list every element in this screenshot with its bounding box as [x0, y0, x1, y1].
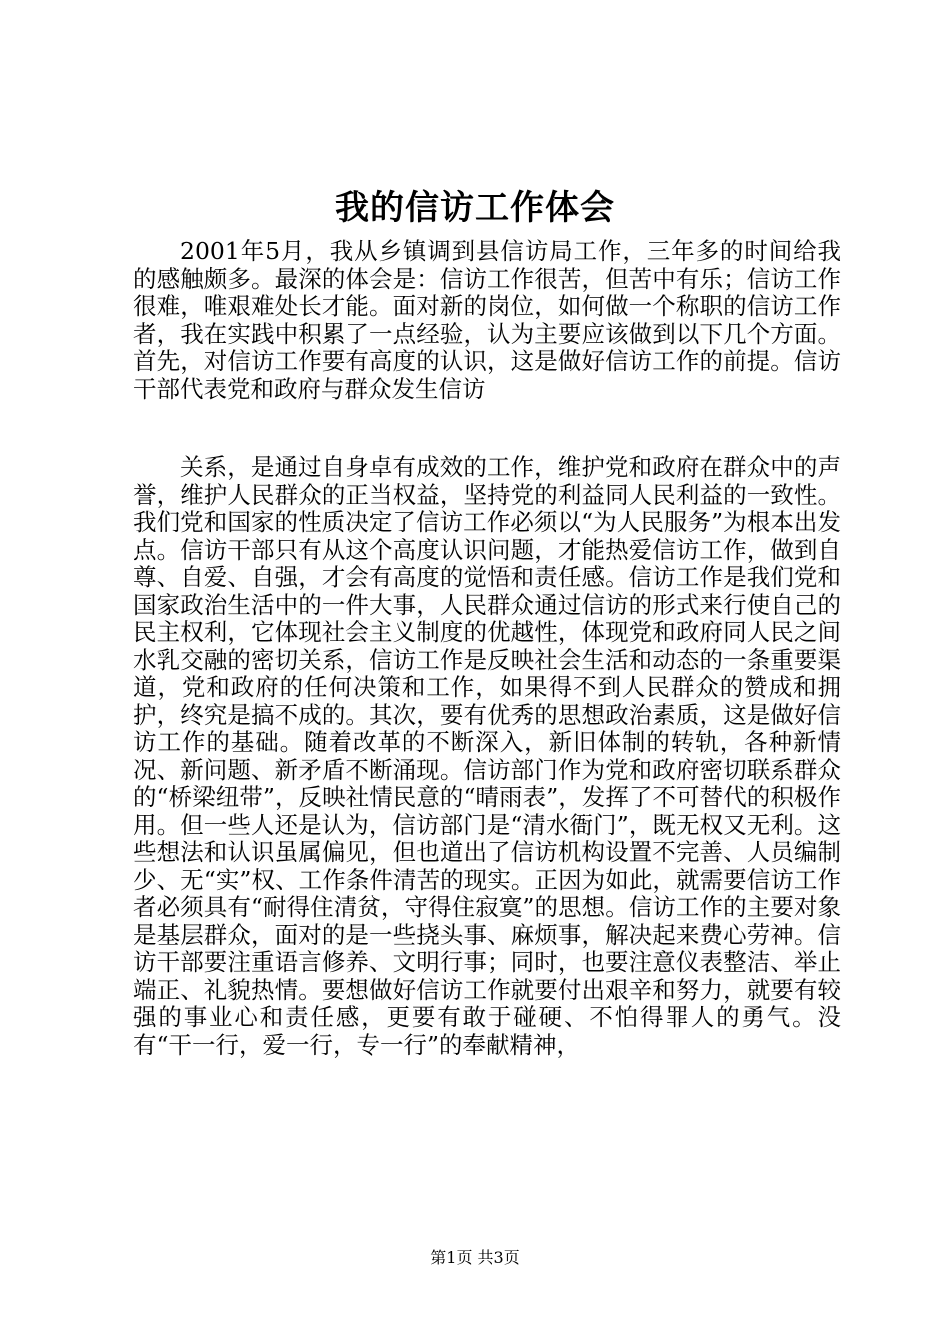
- paragraph-1: 2001年5月，我从乡镇调到县信访局工作，三年多的时间给我的感触颇多。最深的体会是：信访工作很苦，但苦中有乐；信访工作很难，唯艰难处长才能。面对新的岗位，如何做一个称职的信访工作者，我在实践中积累了一点经验，认为主要应该做到以下几个方面。首先，对信访工作要有高度的认识，这是做好信访工作的前提。信访干部代表党和政府与群众发生信访: [133, 237, 841, 403]
- page-footer: 第1页 共3页: [430, 1248, 520, 1267]
- document-title: 我的信访工作体会: [335, 188, 615, 228]
- paragraph-2: 关系，是通过自身卓有成效的工作，维护党和政府在群众中的声誉，维护人民群众的正当权益，坚持党的利益同人民利益的一致性。我们党和国家的性质决定了信访工作必须以“为人民服务”为根本出发点。信访干部只有从这个高度认识问题，才能热爱信访工作，做到自尊、自爱、自强，才会有高度的觉悟和责任感。信访工作是我们党和国家政治生活中的一件大事，人民群众通过信访的形式来行使自己的民主权利，它体现社会主义制度的优越性，体现党和政府同人民之间水乳交融的密切关系，信访工作是反映社会生活和动态的一条重要渠道，党和政府的任何决策和工作，如果得不到人民群众的赞成和拥护，终究是搞不成的。其次，要有优秀的思想政治素质，这是做好信访工作的基础。随着改革的不断深入，新旧体制的转轨，各种新情况、新问题、新矛盾不断涌现。信访部门作为党和政府密切联系群众的“桥梁纽带”，反映社情民意的“晴雨表”，发挥了不可替代的积极作用。但一些人还是认为，信访部门是“清水衙门”，既无权又无利。这些想法和认识虽属偏见，但也道出了信访机构设置不完善、人员编制少、无“实”权、工作条件清苦的现实。正因为如此，就需要信访工作者必须具有“耐得住清贫，守得住寂寞”的思想。信访工作的主要对象是基层群众，面对的是一些挠头事、麻烦事，解决起来费心劳神。信访干部要注重语言修养、文明行事；同时，也要注意仪表整洁、举止端正、礼貌热情。要想做好信访工作就要付出艰辛和努力，就要有较强的事业心和责任感，更要有敢于碰硬、不怕得罪人的勇气。没有“干一行，爱一行，专一行”的奉献精神，: [133, 453, 841, 1059]
